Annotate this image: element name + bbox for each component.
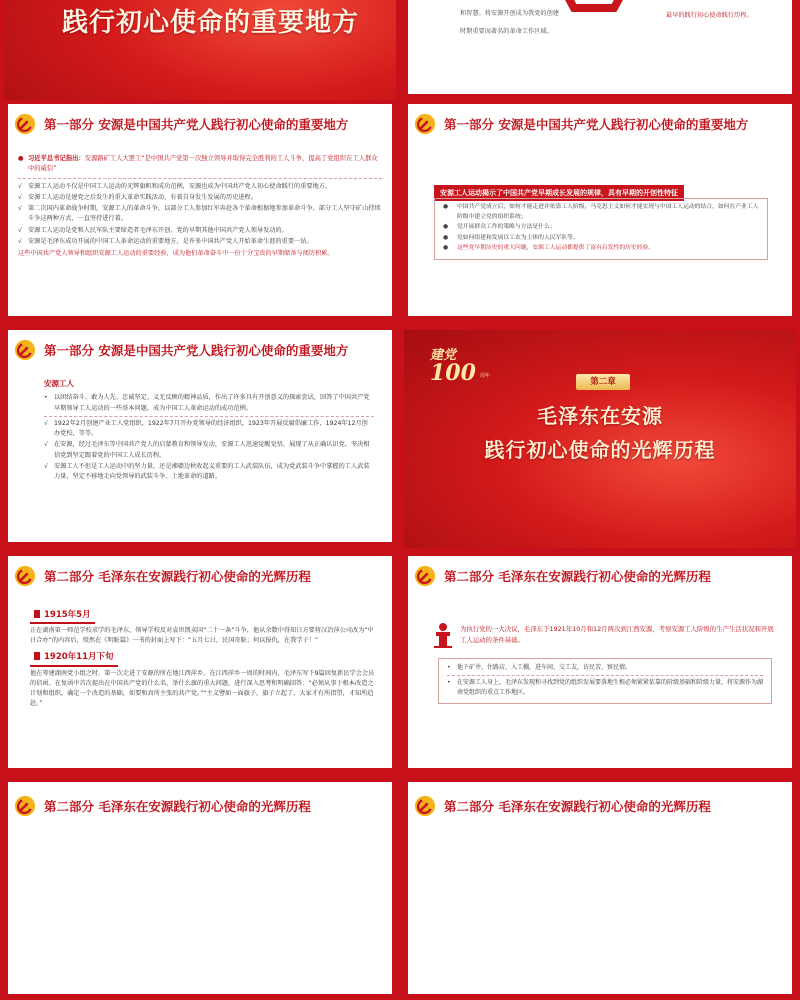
list-item: • 以团结奋斗、敢为人先、忠诚坚定、义无反顾的精神品质，作出了许多具有开创意义的探索尝试，回答了中国共产党早期领导工人运动的一些基本问题，成为中国工人革命运动的成功范例。 [44, 394, 370, 412]
chapter-title-line1: 毛泽东在安源 [537, 404, 663, 428]
list-item: √ 安源工人运动是党和人民军队主要缔造者毛泽东开创、党的早期其他中国共产党人领导发动的。 [18, 226, 288, 234]
list-item: ● 党如何组建和发展以工农为主体的人民军队等， [443, 234, 579, 241]
anniversary-logo [426, 344, 496, 388]
list-item: ● 中国共产党成立后，如何才能走进并依靠工人阶级，马克思主义如何才能实现与中国工人运动的结合，如何在产业工人阶级中建立党的组织系统； [443, 204, 759, 220]
logo-years: 周年 [480, 373, 491, 379]
list-item: √ 安源工人运动不仅是中国工人运动的光辉旗帜和成功范例，安源也成为中国共产党人初心使命践行的重要地方。 [18, 182, 332, 190]
banner-title: 践行初心使命的重要地方 [62, 8, 360, 38]
list-item: • 在安源工人身上，毛泽东发现和寻找到党的组织发展要落地生根必须紧紧依靠的阶级基础和阶级力量，将安源作为湖南党组织的重点工作地区。 [447, 678, 764, 696]
slide-part1-overview [4, 104, 396, 322]
slide-part2-investigation [404, 556, 796, 774]
divider [44, 416, 374, 417]
slide-header [4, 104, 396, 144]
quote-label: 习近平总书记指出： [28, 155, 85, 162]
speaker-podium-icon [432, 622, 454, 648]
slide-part1-features [404, 104, 796, 322]
slide-body [44, 378, 374, 483]
slide-title-banner [4, 0, 396, 100]
slide-partial-bottom-right [404, 782, 796, 1000]
slide-title: 第一部分 安源是中国共产党人践行初心使命的重要地方 [444, 117, 749, 132]
list-item: √ 安源是毛泽东成功开展的中国工人革命运动的重要地方，是许多中国共产党人开始革命生涯的重要一站。 [18, 237, 313, 245]
list-item: √ 安源工人不但是工人运动中的坚力量，还是湘赣边秋收起义重要的工人武装队伍，成为党武装斗争中掌握的工人武装力量，坚定不移地走向党领导的武装斗争、土地革命的道路。 [44, 462, 370, 481]
party-emblem-icon [14, 795, 36, 817]
logo-text: 建党 [430, 348, 457, 363]
list-item: ● 这些党早期历史的重大问题，安源工人运动都提供了富有启发性的历史经验。 [443, 245, 655, 252]
slide-part1-workers [4, 330, 396, 548]
section-label: 安源工人 [44, 379, 74, 388]
highlight-box-title: 安源工人运动揭示了中国共产党早期成长发展的规律，具有早期的开创性特征 [434, 185, 684, 201]
list-item: ● 党开展群众工作的策略与方法是什么； [443, 224, 556, 231]
slide-header [4, 556, 396, 596]
hexagon-decoration [554, 0, 634, 10]
slide-intro-partial [404, 0, 796, 100]
slide-chapter2-cover [404, 330, 796, 548]
slide-header [4, 786, 396, 826]
party-emblem-icon [414, 113, 436, 135]
slide-footer: 这些中国共产党人领导和组织安源工人运动的重要经验，成为他们革命奋斗中一份十分宝贵的早期储备与阅历积累。 [18, 250, 334, 258]
party-emblem-icon [414, 565, 436, 587]
party-emblem-icon [14, 565, 36, 587]
intro-text: 为执行党的一大决议，毛泽东于1921年10月和12月两次到江西安源，考察安源工人阶级的生产生活状况和开展工人运动的条件基础。 [460, 625, 774, 644]
logo-100: 100 [430, 360, 476, 386]
list-item: √ 1922年2月创建产业工人党组织，1922年7月开办党领导的经济组织，1923年开展反腐倡廉工作，1924年12月创办党校，等等。 [44, 419, 368, 438]
party-emblem-icon [414, 795, 436, 817]
chapter-title-line2: 践行初心使命的光辉历程 [484, 438, 716, 462]
list-item: √ 在安源，经过毛泽东等中国共产党人的启蒙教育和领导发动，安源工人迅速觉醒觉悟，展现了从正确认识党、坚决相信党到坚定跟着党的中国工人成长历程。 [44, 441, 370, 459]
bullet-marker: ● [18, 155, 24, 162]
quote-text: 安源路矿工人大罢工“是中国共产党第一次独立领导并取得完全胜利的工人斗争，提高了党组织在工人群众中的威信” [28, 155, 378, 173]
slide-title: 第二部分 毛泽东在安源践行初心使命的光辉历程 [444, 799, 711, 814]
slide-header [404, 556, 796, 596]
slide-partial-bottom-left [4, 782, 396, 1000]
divider [18, 178, 382, 179]
intro-text-1: 和智慧。将安源开创成为我党的创建 [460, 10, 559, 17]
slide-title: 第二部分 毛泽东在安源践行初心使命的光辉历程 [44, 799, 311, 814]
date-tag: 1920年11月下旬 [30, 650, 118, 666]
chapter-tag: 第二章 [576, 374, 630, 390]
feature-box [434, 198, 768, 260]
slide-title: 第一部分 安源是中国共产党人践行初心使命的重要地方 [44, 343, 349, 358]
slide-body [18, 154, 382, 259]
slide-title: 第二部分 毛泽东在安源践行初心使命的光辉历程 [444, 569, 711, 584]
slide-header [4, 330, 396, 370]
intro-text-2: 时期重要而著名的革命工作区域。 [460, 28, 553, 35]
list-item: √ 安源工人运动是建党之后发生的重大革命实践活动，有着自身发生发展的历史进程。 [18, 193, 257, 201]
slide-title: 第二部分 毛泽东在安源践行初心使命的光辉历程 [44, 569, 311, 584]
slide-part2-timeline [4, 556, 396, 774]
intro-text-3: 最早的践行初心使命践行历程。 [666, 12, 753, 19]
list-item: • 他下矿井，住路店，入工棚，进车间，交工友，访民苦，察民情。 [447, 664, 632, 671]
paragraph: 他在筹建湖南党小组之时，第一次走进了安源的所在地江西萍乡。在江西萍乡一周的时间内，毛泽东写下9篇回复新民学会会员的信函。在复函中首次提出在中国共产党的什么名，举什么旗的重大问题，进行深入思考和明确回答：“必须从事于根本改造之计划和组织，确定一个改造的基础，如要和真所主张的共产党。”“主义譬如一面旗子，旗子立起了，大家才有所指望，才知所趋赴。” [30, 669, 375, 708]
slide-body [30, 606, 378, 709]
party-emblem-icon [14, 339, 36, 361]
slide-title: 第一部分 安源是中国共产党人践行初心使命的重要地方 [44, 117, 349, 132]
paragraph: 正在湖南第一师范学校求学的毛泽东，领导学校反对袁世凯卖国“二十一条”斗争，他从余数中得知日方要将汉冶萍公司改为“中日合办”的内容后，愤然在《明耻篇》一书的封面上写下：“五月七日，民国奇耻；何以报仇，在我学子！” [30, 627, 374, 645]
list-item: √ 第二次国内革命战争时期，安源工人的革命斗争，以部分工人参加红军奔赴各个革命根据地参加革命斗争、部分工人坚守矿山持续斗争这两种方式，一直坚持进行着。 [18, 205, 381, 223]
date-tag: 1915年5月 [30, 608, 95, 624]
divider [447, 675, 763, 676]
slide-header [404, 786, 796, 826]
investigation-box [438, 658, 772, 704]
slide-header [404, 104, 796, 144]
party-emblem-icon [14, 113, 36, 135]
